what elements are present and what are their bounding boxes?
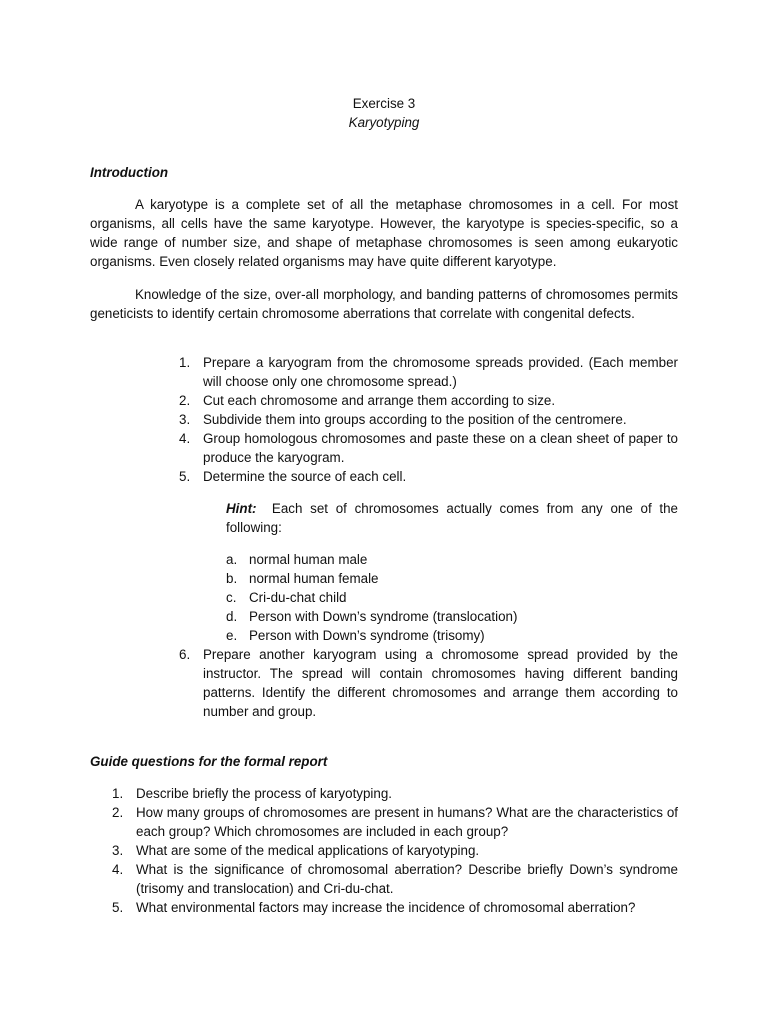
option-letter: a. xyxy=(226,552,238,567)
list-item xyxy=(226,588,678,607)
question-number: 1. xyxy=(112,786,124,801)
question-text: What are some of the medical applications of karyotyping. xyxy=(136,843,480,858)
list-item xyxy=(112,784,678,803)
list-item xyxy=(179,391,678,410)
introduction-heading: Introduction xyxy=(90,165,169,180)
option-text: normal human male xyxy=(249,552,368,567)
option-text: Person with Down’s syndrome (translocation) xyxy=(249,609,518,624)
option-letter: e. xyxy=(226,628,238,643)
procedure-step-6 xyxy=(179,645,678,721)
guide-heading: Guide questions for the formal report xyxy=(90,754,328,769)
step-text: Subdivide them into groups according to the position of the centromere. xyxy=(203,412,627,427)
step-text: Group homologous chromosomes and paste these on a clean sheet of paper to produce the karyogram. xyxy=(203,431,678,465)
option-letter: d. xyxy=(226,609,238,624)
title-block xyxy=(0,94,768,132)
question-number: 3. xyxy=(112,843,124,858)
list-item xyxy=(226,569,678,588)
question-number: 5. xyxy=(112,900,124,915)
list-item xyxy=(179,645,678,721)
step-text: Prepare another karyogram using a chromosome spread provided by the instructor. The spread will contain chromosomes having different banding patterns. Identify the different chromosomes and arrange them according to number and group. xyxy=(203,647,678,719)
intro-paragraph-2: Knowledge of the size, over-all morphology, and banding patterns of chromosomes permits geneticists to identify certain chromosome aberrations that correlate with congenital defects. xyxy=(90,287,678,321)
step-number: 1. xyxy=(179,355,191,370)
question-text: What environmental factors may increase the incidence of chromosomal aberration? xyxy=(136,900,636,915)
question-text: How many groups of chromosomes are present in humans? What are the characteristics of each group? Which chromosomes are included in each group? xyxy=(136,805,678,839)
hint-text: Each set of chromosomes actually comes from any one of the following: xyxy=(226,501,678,535)
list-item xyxy=(179,410,678,429)
source-options xyxy=(226,550,678,645)
step-number: 2. xyxy=(179,393,191,408)
list-item xyxy=(112,841,678,860)
question-text: Describe briefly the process of karyotyping. xyxy=(136,786,393,801)
question-number: 2. xyxy=(112,805,124,820)
list-item xyxy=(112,803,678,841)
option-letter: c. xyxy=(226,590,237,605)
step-number: 5. xyxy=(179,469,191,484)
guide-questions xyxy=(112,784,678,917)
option-text: normal human female xyxy=(249,571,379,586)
procedure-steps xyxy=(179,353,678,486)
option-text: Person with Down’s syndrome (trisomy) xyxy=(249,628,485,643)
step-number: 4. xyxy=(179,431,191,446)
step-number: 6. xyxy=(179,647,191,662)
list-item xyxy=(226,550,678,569)
step-text: Determine the source of each cell. xyxy=(203,469,407,484)
list-item xyxy=(112,860,678,898)
step-text: Prepare a karyogram from the chromosome spreads provided. (Each member will choose only one chromosome spread.) xyxy=(203,355,678,389)
intro-paragraph-1: A karyotype is a complete set of all the metaphase chromosomes in a cell. For most organisms, all cells have the same karyotype. However, the karyotype is species-specific, so a wide range of number size, and shape of metaphase chromosomes is seen among eukaryotic organisms. Even closely related organisms may have quite different karyotype. xyxy=(90,197,678,269)
list-item xyxy=(179,353,678,391)
option-letter: b. xyxy=(226,571,238,586)
list-item xyxy=(226,626,678,645)
list-item xyxy=(179,429,678,467)
hint-label: Hint: xyxy=(226,501,257,516)
step-number: 3. xyxy=(179,412,191,427)
step-text: Cut each chromosome and arrange them according to size. xyxy=(203,393,556,408)
list-item xyxy=(179,467,678,486)
list-item xyxy=(226,607,678,626)
exercise-number: Exercise 3 xyxy=(352,96,416,111)
question-number: 4. xyxy=(112,862,124,877)
option-text: Cri-du-chat child xyxy=(249,590,347,605)
exercise-topic: Karyotyping xyxy=(348,115,420,130)
list-item xyxy=(112,898,678,917)
question-text: What is the significance of chromosomal aberration? Describe briefly Down’s syndrome (trisomy and translocation) and Cri-du-chat. xyxy=(136,862,678,896)
hint-block xyxy=(203,499,678,537)
